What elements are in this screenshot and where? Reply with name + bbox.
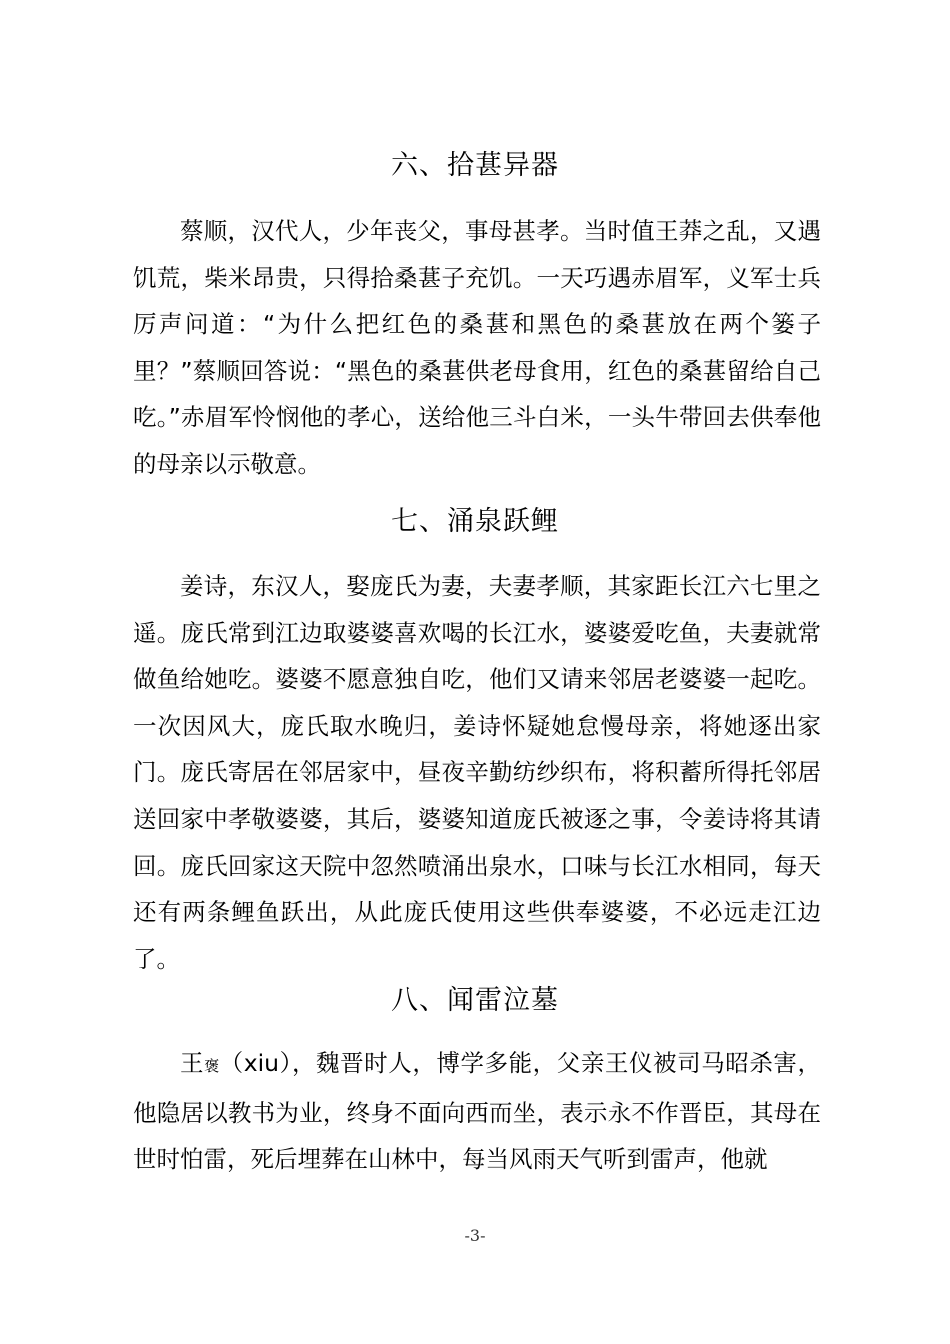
section-title-6: 六、拾葚异器 — [391, 150, 559, 181]
section-title-7: 七、涌泉跃鲤 — [391, 506, 559, 537]
page-number: -3- — [464, 1226, 486, 1245]
section-paragraph-7: 姜诗，东汉人，娶庞氏为妻，夫妻孝顺，其家距长江六七里之遥。庞氏常到江边取婆婆喜欢喝的长江水，婆婆爱吃鱼，夫妻就常做鱼给她吃。婆婆不愿意独自吃，他们又请来邻居老婆婆一起吃。一次因风大，庞氏取水晚归，姜诗怀疑她怠慢母亲，将她逐出家门。庞氏寄居在邻居家中，昼夜辛勤纺纱织布，将积蓄所得托邻居送回家中孝敬婆婆，其后，婆婆知道庞氏被逐之事，令姜诗将其请回。庞氏回家这天院中忽然喷涌出泉水，口味与长江水相同，每天还有两条鲤鱼跃出，从此庞氏使用这些供奉婆婆，不必远走江边了。 — [133, 572, 821, 973]
section-title-8: 八、闻雷泣墓 — [391, 985, 559, 1016]
section-paragraph-6: 蔡顺，汉代人，少年丧父，事母甚孝。当时值王莽之乱，又遇饥荒，柴米昂贵，只得拾桑葚子充饥。一天巧遇赤眉军，义军士兵厉声问道：“为什么把红色的桑葚和黑色的桑葚放在两个篓子里？”蔡顺回答说：“黑色的桑葚供老母食用，红色的桑葚留给自己吃。”赤眉军怜悯他的孝心，送给他三斗白米，一头牛带回去供奉他的母亲以示敬意。 — [133, 217, 821, 478]
section-paragraph-8 — [133, 1040, 821, 1183]
paragraph-body: （xiu），魏晋时人，博学多能，父亲王仪被司马昭杀害，他隐居以教书为业，终身不面向西而坐，表示永不作晋臣，其母在世时怕雷，死后埋葬在山林中，每当风雨天气听到雷声，他就 — [133, 1049, 821, 1174]
paragraph-small-char: 褒 — [204, 1057, 220, 1075]
paragraph-lead-char: 王 — [180, 1049, 205, 1077]
